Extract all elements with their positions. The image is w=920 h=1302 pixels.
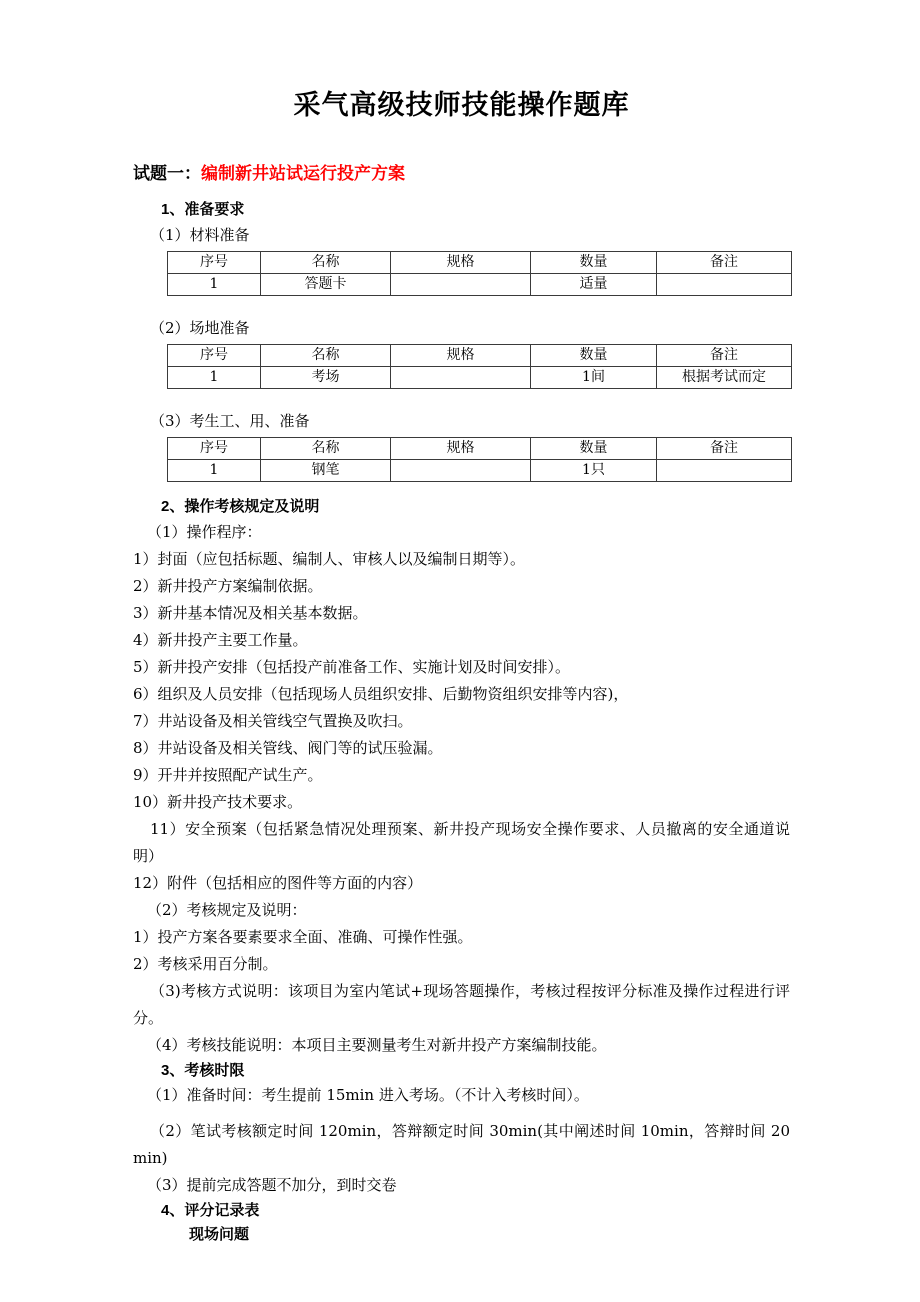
procedure-item-6: 6）组织及人员安排（包括现场人员组织安排、后勤物资组织安排等内容)， <box>133 685 629 703</box>
time-limit-item-2: （2）笔试考核额定时间 120min，答辩额定时间 30min(其中阐述时间 10min，答辩时间 20min) <box>133 1122 790 1167</box>
table-cell <box>657 460 792 482</box>
assessment-skill-description: （4）考核技能说明：本项目主要测量考生对新井投产方案编制技能。 <box>147 1036 607 1054</box>
table-cell <box>391 274 531 296</box>
table-header-row <box>168 438 792 460</box>
table-header-cell: 备注 <box>657 345 792 367</box>
procedure-item-5: 5）新井投产安排（包括投产前准备工作、实施计划及时间安排）。 <box>133 658 571 676</box>
page-title: 采气高级技师技能操作题库 <box>293 90 630 120</box>
table-candidate-tools-preparation <box>167 437 792 482</box>
table-header-cell: 数量 <box>531 252 657 274</box>
spacer <box>133 1109 790 1118</box>
table-cell: 1 <box>168 367 261 389</box>
subject-label: 试题一： <box>133 164 201 183</box>
assessment-rule-2: 2）考核采用百分制。 <box>133 955 278 973</box>
procedure-item-2: 2）新井投产方案编制依据。 <box>133 577 323 595</box>
heading-preparation-requirements: 1、准备要求 <box>161 201 245 218</box>
table-header-cell: 数量 <box>531 438 657 460</box>
assessment-method-description: （3)考核方式说明：该项目为室内笔试+现场答题操作，考核过程按评分标准及操作过程进行评分。 <box>133 982 790 1027</box>
table-header-cell: 序号 <box>168 438 261 460</box>
procedure-item-4: 4）新井投产主要工作量。 <box>133 631 308 649</box>
label-venue-preparation: （2）场地准备 <box>150 319 250 337</box>
procedure-item-10: 10）新井投产技术要求。 <box>133 793 303 811</box>
table-header-cell: 规格 <box>391 252 531 274</box>
procedure-item-7: 7）井站设备及相关管线空气置换及吹扫。 <box>133 712 413 730</box>
table-cell <box>391 367 531 389</box>
subject-line <box>133 122 790 185</box>
label-assessment-rules: （2）考核规定及说明： <box>147 901 307 919</box>
procedure-item-12: 12）附件（包括相应的图件等方面的内容） <box>133 874 423 892</box>
spacer <box>133 296 790 315</box>
heading-operation-assessment-rules: 2、操作考核规定及说明 <box>161 498 320 515</box>
table-cell: 1只 <box>531 460 657 482</box>
table-row <box>168 274 792 296</box>
heading-scoring-record-table: 4、评分记录表 <box>161 1202 260 1219</box>
table-cell: 答题卡 <box>261 274 391 296</box>
label-candidate-tools-preparation: （3）考生工、用、准备 <box>150 412 310 430</box>
subject-value: 编制新井站试运行投产方案 <box>201 164 405 183</box>
table-cell: 1 <box>168 460 261 482</box>
table-header-row <box>168 252 792 274</box>
table-cell: 考场 <box>261 367 391 389</box>
time-limit-item-3: （3）提前完成答题不加分，到时交卷 <box>147 1176 397 1194</box>
table-header-cell: 序号 <box>168 252 261 274</box>
procedure-item-1: 1）封面（应包括标题、编制人、审核人以及编制日期等）。 <box>133 550 526 568</box>
table-header-cell: 序号 <box>168 345 261 367</box>
table-header-row <box>168 345 792 367</box>
table-row <box>168 460 792 482</box>
table-header-cell: 备注 <box>657 438 792 460</box>
procedure-item-3: 3）新井基本情况及相关基本数据。 <box>133 604 368 622</box>
table-cell: 钢笔 <box>261 460 391 482</box>
procedure-item-11: 11）安全预案（包括紧急情况处理预案、新井投产现场安全操作要求、人员撤离的安全通道说明） <box>133 820 790 865</box>
table-header-cell: 名称 <box>261 438 391 460</box>
spacer <box>133 482 790 495</box>
table-cell <box>657 274 792 296</box>
table-cell <box>391 460 531 482</box>
heading-onsite-questions: 现场问题 <box>189 1226 250 1243</box>
table-header-cell: 规格 <box>391 345 531 367</box>
table-header-cell: 数量 <box>531 345 657 367</box>
procedure-item-9: 9）开井并按照配产试生产。 <box>133 766 323 784</box>
label-operation-procedure: （1）操作程序： <box>147 523 262 541</box>
label-material-preparation: （1）材料准备 <box>150 226 250 244</box>
table-cell: 适量 <box>531 274 657 296</box>
time-limit-item-1: （1）准备时间：考生提前 15min 进入考场。（不计入考核时间）。 <box>147 1086 589 1104</box>
table-material-preparation <box>167 251 792 296</box>
spacer <box>133 389 790 408</box>
table-cell: 1间 <box>531 367 657 389</box>
procedure-item-8: 8）井站设备及相关管线、阀门等的试压验漏。 <box>133 739 443 757</box>
table-cell: 1 <box>168 274 261 296</box>
heading-assessment-time-limit: 3、考核时限 <box>161 1062 245 1079</box>
assessment-rule-1: 1）投产方案各要素要求全面、准确、可操作性强。 <box>133 928 473 946</box>
table-venue-preparation <box>167 344 792 389</box>
table-header-cell: 备注 <box>657 252 792 274</box>
table-header-cell: 名称 <box>261 252 391 274</box>
table-row <box>168 367 792 389</box>
table-header-cell: 名称 <box>261 345 391 367</box>
table-cell: 根据考试而定 <box>657 367 792 389</box>
table-header-cell: 规格 <box>391 438 531 460</box>
document-content <box>133 0 790 1248</box>
